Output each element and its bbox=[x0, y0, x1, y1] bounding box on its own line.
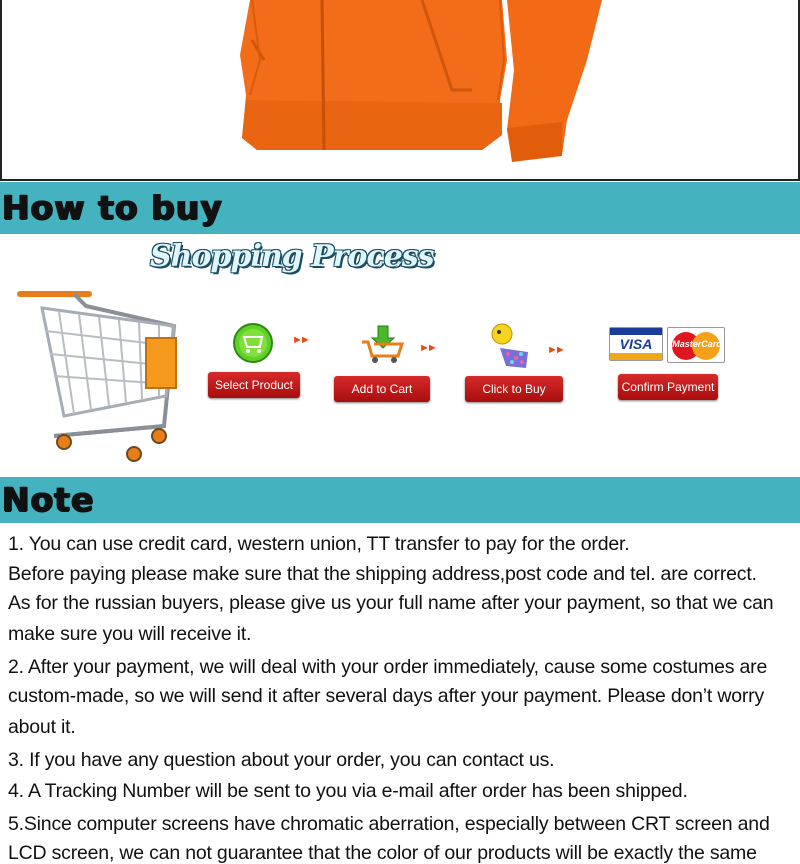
download-cart-icon bbox=[360, 324, 406, 364]
how-to-buy-header bbox=[0, 182, 800, 234]
arrow-icon: ►► bbox=[547, 344, 563, 356]
note-line: make sure you will receive it. bbox=[8, 623, 252, 645]
shopping-cart-icon bbox=[14, 286, 184, 466]
click-icon bbox=[488, 322, 534, 370]
note-line: Before paying please make sure that the shipping address,post code and tel. are correct. bbox=[8, 563, 757, 585]
note-line: 1. You can use credit card, western union, TT transfer to pay for the order. bbox=[8, 533, 630, 555]
note-line: custom-made, so we will send it after several days after your payment. Please don’t worry bbox=[8, 685, 765, 707]
product-photo bbox=[0, 0, 800, 181]
arrow-icon: ►► bbox=[419, 342, 435, 354]
note-line: about it. bbox=[8, 716, 76, 738]
arrow-icon: ►► bbox=[292, 334, 308, 346]
note-line: 4. A Tracking Number will be sent to you via e-mail after order has been shipped. bbox=[8, 780, 688, 802]
note-header bbox=[0, 477, 800, 523]
note-line: 3. If you have any question about your order, you can contact us. bbox=[8, 749, 555, 771]
cart-add-icon bbox=[232, 322, 274, 364]
note-line: As for the russian buyers, please give us your full name after your payment, so that we can bbox=[8, 592, 774, 614]
shopping-process-title: Shopping Process bbox=[150, 239, 434, 274]
click-to-buy-button[interactable]: Click to Buy bbox=[465, 376, 563, 402]
note-title: Note bbox=[2, 480, 95, 519]
note-line: 2. After your payment, we will deal with your order immediately, cause some costumes are bbox=[8, 656, 768, 678]
select-product-button[interactable]: Select Product bbox=[208, 372, 300, 398]
orange-hoodie-image bbox=[2, 0, 800, 181]
note-line: 5.Since computer screens have chromatic aberration, especially between CRT screen and bbox=[8, 813, 770, 835]
note-line: LCD screen, we can not guarantee that the color of our products will be exactly the same bbox=[8, 842, 757, 864]
how-to-buy-title: How to buy bbox=[2, 188, 223, 227]
shopping-process-panel bbox=[0, 234, 800, 477]
confirm-payment-button[interactable]: Confirm Payment bbox=[618, 374, 718, 400]
add-to-cart-button[interactable]: Add to Cart bbox=[334, 376, 430, 402]
mastercard-icon: MasterCard bbox=[667, 327, 725, 363]
visa-card-icon: VISA bbox=[609, 327, 663, 361]
